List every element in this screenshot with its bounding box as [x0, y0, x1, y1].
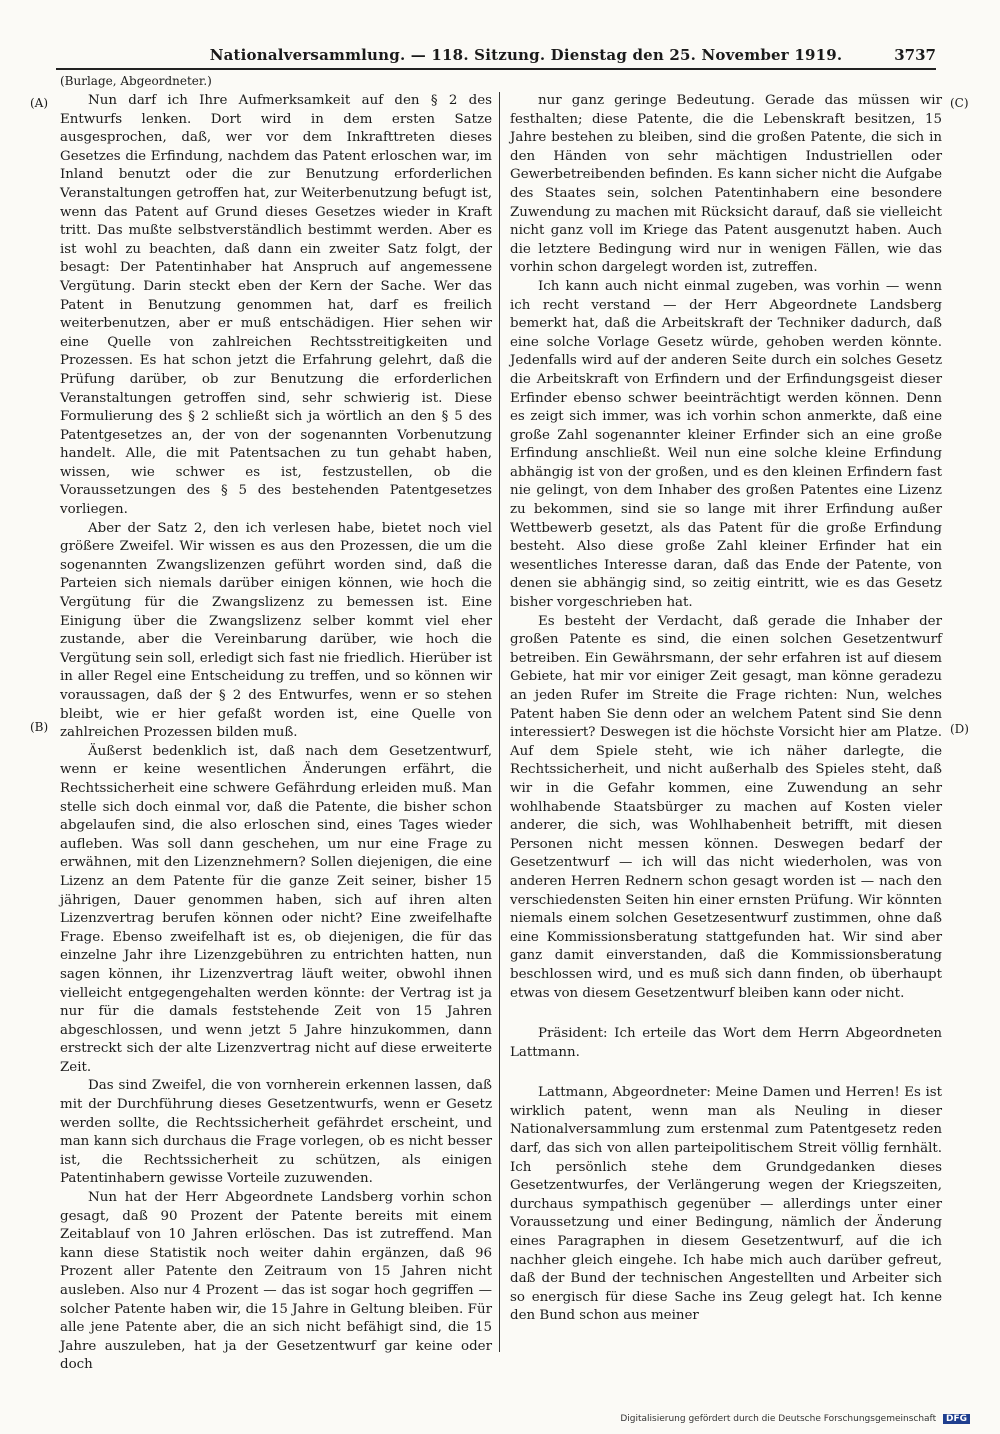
margin-marker-c: (C) [950, 96, 969, 110]
column-divider [499, 92, 500, 1352]
footer-text: Digitalisierung gefördert durch die Deutsche Forschungsgemeinschaft [620, 1414, 937, 1424]
paragraph: Äußerst bedenklich ist, daß nach dem Gesetzentwurf, wenn er keine wesentlichen Änderungen erfährt, die Rechtssicherheit eine schwere Gefährdung erleiden muß. Man stelle sich doch einmal vor, daß die Patente, die bisher schon abgelaufen sind, die also erloschen sind, eines Tages wieder aufleben. Was soll dann geschehen, um nur eine Frage zu erwähnen, mit den Lizenznehmern? Sollen diejenigen, die eine Lizenz an dem Patente für die ganze Zeit seiner, bisher 15 jährigen, Dauer genommen haben, sich auf ihren alten Lizenzvertrag berufen können oder nicht? Eine zweifelhafte Frage. Ebenso zweifelhaft ist es, ob diejenigen, die für das einzelne Jahr ihre Lizenzgebühren zu entrichten hatten, nun sagen können, ihr Lizenzvertrag läuft weiter, obwohl ihnen vielleicht entgegengehalten werden könnte: der Vertrag ist ja nur für die damals feststehende Zeit von 15 Jahren abgeschlossen, und wenn jetzt 5 Jahre hinzukommen, dann erstreckt sich der alte Lizenzvertrag nicht auf diese erweiterte Zeit. [60, 743, 492, 1075]
page-header [56, 42, 936, 70]
paragraph: Nun darf ich Ihre Aufmerksamkeit auf den § 2 des Entwurfs lenken. Dort wird in dem ersten Satze ausgesprochen, daß, wer vor dem Inkrafttreten dieses Gesetzes die Erfindung, nachdem das Patent erloschen war, im Inland benutzt oder die zur Benutzung erforderlichen Veranstaltungen getroffen hat, zur Weiterbenutzung befugt ist, wenn das Patent auf Grund dieses Gesetzes wieder in Kraft tritt. Das mußte selbstverständlich bestimmt werden. Aber es ist wohl zu beachten, daß dann ein zweiter Satz folgt, der besagt: Der Patentinhaber hat Anspruch auf angemessene Vergütung. Darin steckt eben der Kern der Sache. Wer das Patent in Benutzung genommen hat, darf es freilich weiterbenutzen, aber er muß entschädigen. Hier sehen wir eine Quelle von zahlreichen Rechtsstreitigkeiten und Prozessen. Es hat schon jetzt die Erfahrung gelehrt, daß die Prüfung darüber, ob zur Benutzung die erforderlichen Veranstaltungen getroffen sind, sehr schwierig ist. Diese Formulierung des § 2 schließt sich ja wörtlich an den § 5 des Patentgesetzes an, der von der sogenannten Vorbenutzung handelt. Alle, die mit Patentsachen zu tun gehabt haben, wissen, wie schwer es ist, festzustellen, ob die Voraussetzungen des § 5 des bestehenden Patentgesetzes vorliegen. [60, 93, 492, 518]
president-paragraph: Präsident: Ich erteile das Wort dem Herrn Abgeordneten Lattmann. [510, 1026, 942, 1060]
page-number: 3737 [894, 46, 936, 64]
paragraph: Nun hat der Herr Abgeordnete Landsberg vorhin schon gesagt, daß 90 Prozent der Patente bereits mit einem Zeitablauf von 10 Jahren erlöschen. Das ist zutreffend. Man kann diese Statistik noch weiter dahin ergänzen, daß 96 Prozent aller Patente den Zeitraum von 15 Jahren nicht ausleben. Also nur 4 Prozent — das ist sogar hoch gegriffen — solcher Patente haben wir, die 15 Jahre in Geltung bleiben. Für alle jene Patente aber, die an sich nicht befähigt sind, die 15 Jahre auszuleben, hat ja der Gesetzentwurf gar keine oder doch [60, 1190, 492, 1373]
paragraph: Das sind Zweifel, die von vornherein erkennen lassen, daß mit der Durchführung dieses Gesetzentwurfs, wenn er Gesetz werden sollte, die Rechtssicherheit gefährdet erscheint, und man kann sich durchaus die Frage vorlegen, ob es nicht besser ist, die Rechtssicherheit zu schützen, als einigen Patentinhabern gewisse Vorteile zuzuwenden. [60, 1078, 492, 1187]
speaker-line: (Burlage, Abgeordneter.) [60, 74, 212, 88]
paragraph: Aber der Satz 2, den ich verlesen habe, bietet noch viel größere Zweifel. Wir wissen es aus den Prozessen, die um die sogenannten Zwangslizenzen geführt worden sind, daß die Parteien sich niemals darüber einigen können, wie hoch die Vergütung für die Zwangslizenz zu bemessen ist. Eine Einigung über die Zwangslizenz selber kommt viel eher zustande, aber die Vereinbarung darüber, wie hoch die Vergütung sein soll, erledigt sich fast nie friedlich. Hierüber ist in aller Regel eine Entscheidung zu treffen, und so können wir voraussagen, daß der § 2 des Entwurfes, wenn er so stehen bleibt, wie er hier gefaßt worden ist, eine Quelle von zahlreichen Prozessen bilden muß. [60, 520, 492, 741]
footer [620, 1414, 970, 1424]
paragraph: Ich kann auch nicht einmal zugeben, was vorhin — wenn ich recht verstand — der Herr Abgeordnete Landsberg bemerkt hat, daß die Arbeitskraft der Techniker dadurch, daß eine solche Vorlage Gesetz würde, gehoben werden könnte. Jedenfalls wird auf der anderen Seite durch ein solches Gesetz die Arbeitskraft von Erfindern und der Erfindungsgeist dieser Erfinder ebenso schwer beeinträchtigt werden können. Denn es zeigt sich immer, was ich vorhin schon anmerkte, daß eine große Zahl sogenannter kleiner Erfinder sich an eine große Erfindung anschließt. Weil nun eine solche kleine Erfindung abhängig ist von der großen, und es den kleinen Erfindern fast nie gelingt, von dem Inhaber des großen Patentes eine Lizenz zu bekommen, sind sie so lange mit ihrer Erfindung außer Wettbewerb gesetzt, als das Patent für die große Erfindung besteht. Also diese große Zahl kleiner Erfinder hat ein wesentliches Interesse daran, daß das Ende der Patente, von denen sie abhängig sind, so zeitig eintritt, wie es das Gesetz bisher vorgeschrieben hat. [510, 278, 942, 611]
paragraph: Es besteht der Verdacht, daß gerade die Inhaber der großen Patente es sind, die einen solchen Gesetzentwurf betreiben. Ein Gewährsmann, der sehr erfahren ist auf diesem Gebiete, hat mir vor einiger Zeit gesagt, man könne geradezu an jeden Rufer im Streite die Frage richten: Nun, welches Patent haben Sie denn oder an welchem Patent sind Sie denn interessiert? Deswegen ist die höchste Vorsicht hier am Platze. Auf dem Spiele steht, wie ich näher darlegte, die Rechtssicherheit, und nicht außerhalb des Spieles steht, daß wir in die Gefahr kommen, eine Zuwendung an sehr wohlhabende Staatsbürger zu machen auf Kosten vieler anderer, die sich, was Wohlhabenheit betrifft, mit diesen Personen nicht messen können. Deswegen bedarf der Gesetzentwurf — ich will das nicht wiederholen, was von anderen Herren Rednern schon gesagt worden ist — nach den verschiedensten Seiten hin einer ernsten Prüfung. Wir könnten niemals einem solchen Gesetzesentwurf zustimmen, ohne daß eine Kommissionsberatung stattgefunden hat. Wir sind aber ganz damit einverstanden, daß die Kommissionsberatung beschlossen wird, und es muß sich dann finden, ob überhaupt etwas von diesem Gesetzentwurf bleiben kann oder nicht. [510, 613, 942, 1001]
spacer [510, 1062, 942, 1084]
spacer [510, 1003, 942, 1025]
margin-marker-a: (A) [30, 96, 49, 110]
right-column [510, 92, 942, 1326]
header-title: Nationalversammlung. — 118. Sitzung. Dienstag den 25. November 1919. [209, 46, 843, 64]
dfg-logo: DFG [943, 1414, 970, 1424]
margin-marker-d: (D) [950, 722, 969, 736]
paragraph: nur ganz geringe Bedeutung. Gerade das müssen wir festhalten; diese Patente, die die Lebenskraft besitzen, 15 Jahre bestehen zu bleiben, sind die großen Patente, die sich in den Händen von sehr mächtigen Industriellen oder Gewerbetreibenden befinden. Es kann sicher nicht die Aufgabe des Staates sein, solchen Patentinhabern eine besondere Zuwendung zu machen mit Rücksicht darauf, daß sie vielleicht nicht ganz voll im Kriege das Patent ausgenutzt haben. Auch die letztere Bedingung wird nur in wenigen Fällen, wie das vorhin schon dargelegt worden ist, zutreffen. [510, 93, 942, 276]
left-column [60, 92, 492, 1375]
paragraph: Lattmann, Abgeordneter: Meine Damen und Herren! Es ist wirklich patent, wenn man als Neuling in dieser Nationalversammlung zum erstenmal zum Patentgesetz reden darf, das sich von allen parteipolitischem Streit völlig fernhält. Ich persönlich stehe dem Grundgedanken dieses Gesetzentwurfes, der Verlängerung wegen der Kriegszeiten, durchaus sympathisch gegenüber — allerdings unter einer Voraussetzung und einer Bedingung, nämlich der Änderung eines Paragraphen in diesem Gesetzentwurf, auf die ich nachher gleich eingehe. Ich habe mich auch darüber gefreut, daß der Bund der technischen Angestellten und Arbeiter sich so energisch für diese Sache ins Zeug gelegt hat. Ich kenne den Bund schon aus meiner [510, 1085, 942, 1324]
margin-marker-b: (B) [30, 720, 49, 734]
